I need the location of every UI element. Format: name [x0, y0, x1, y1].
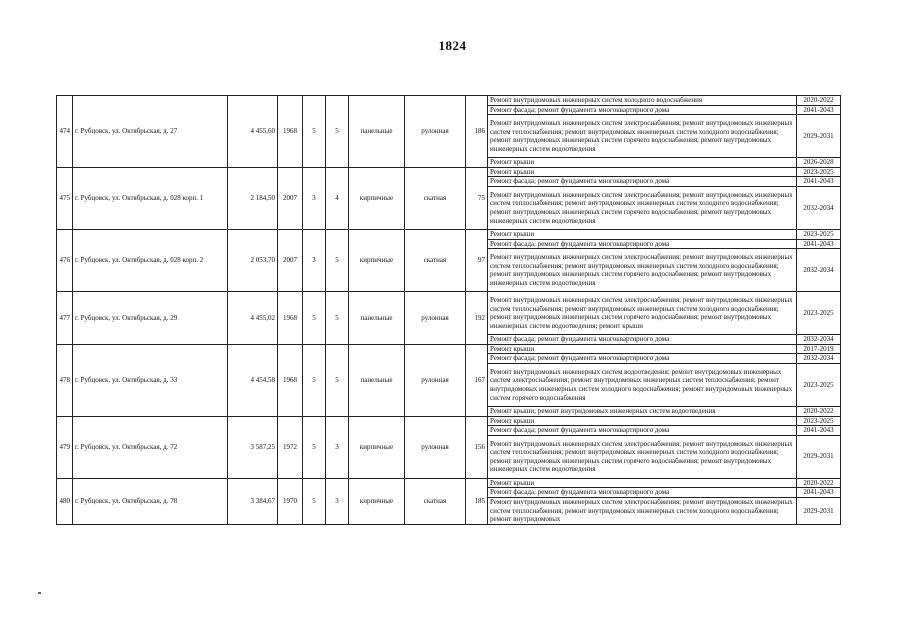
year-built-cell: 1968 [278, 96, 303, 168]
work-period-cell: 2023-2025 [797, 416, 841, 426]
roof-type-cell: рулонная [405, 416, 466, 478]
row-number: 476 [57, 229, 73, 291]
work-description-cell: Ремонт фасада; ремонт фундамента многоквартирного дома [488, 488, 797, 498]
floors-cell: 3 [303, 167, 326, 229]
work-description-cell: Ремонт внутридомовых инженерных систем электроснабжения; ремонт внутридомовых инженерных систем теплоснабжения; ремонт внутридомовых инженерных систем холодного водоснабжения; ремонт внутридомовых инженерных систем горячего водоснабжения; ремонт внутридомовых инженерных систем водоотведения [488, 186, 797, 229]
work-period-cell: 2023-2025 [797, 167, 841, 177]
area-cell: 3 587,25 [228, 416, 278, 478]
page-number: 1824 [438, 38, 467, 53]
entrances-cell: 3 [326, 416, 349, 478]
area-cell: 4 455,60 [228, 96, 278, 168]
residents-count-cell: 75 [466, 167, 488, 229]
entrances-cell: 3 [326, 478, 349, 524]
area-cell: 4 454,58 [228, 344, 278, 416]
work-period-cell: 2020-2022 [797, 96, 841, 106]
work-description-cell: Ремонт фасада; ремонт фундамента многоквартирного дома [488, 426, 797, 436]
work-period-cell: 2032-2034 [797, 354, 841, 364]
wall-material-cell: кирпичные [349, 416, 405, 478]
area-cell: 2 184,50 [228, 167, 278, 229]
work-description-cell: Ремонт крыши; ремонт внутридомовых инженерных систем водоотведения [488, 406, 797, 416]
work-period-cell: 2032-2034 [797, 249, 841, 292]
area-cell: 4 455,02 [228, 292, 278, 345]
wall-material-cell: панельные [349, 292, 405, 345]
row-number: 479 [57, 416, 73, 478]
residents-count-cell: 185 [466, 478, 488, 524]
work-description-cell: Ремонт фасада; ремонт фундамента многоквартирного дома [488, 354, 797, 364]
entrances-cell: 5 [326, 292, 349, 345]
table-body [57, 96, 841, 525]
work-period-cell: 2041-2043 [797, 105, 841, 115]
address-cell: г. Рубцовск, ул. Октябрьская, д. 33 [73, 344, 228, 416]
residents-count-cell: 186 [466, 96, 488, 168]
roof-type-cell: рулонная [405, 292, 466, 345]
year-built-cell: 2007 [278, 229, 303, 291]
address-cell: г. Рубцовск, ул. Октябрьская, д. 27 [73, 96, 228, 168]
work-period-cell: 2020-2022 [797, 406, 841, 416]
area-cell: 3 384,67 [228, 478, 278, 524]
year-built-cell: 1968 [278, 344, 303, 416]
entrances-cell: 5 [326, 229, 349, 291]
table-row [57, 167, 841, 177]
area-cell: 2 053,70 [228, 229, 278, 291]
work-description-cell: Ремонт крыши [488, 478, 797, 488]
wall-material-cell: кирпичные [349, 167, 405, 229]
work-description-cell: Ремонт крыши [488, 344, 797, 354]
table-row [57, 478, 841, 488]
residents-count-cell: 97 [466, 229, 488, 291]
work-description-cell: Ремонт фасада; ремонт фундамента многоквартирного дома [488, 335, 797, 345]
address-cell: г. Рубцовск, ул. Октябрьская, д. 028 корп. 2 [73, 229, 228, 291]
work-description-cell: Ремонт внутридомовых инженерных систем электроснабжения; ремонт внутридомовых инженерных систем теплоснабжения; ремонт внутридомовых инженерных систем холодного водоснабжения; ремонт внутридомовых инженерных систем горячего водоснабжения; ремонт внутридомовых инженерных систем водоотведения [488, 249, 797, 292]
floors-cell: 5 [303, 344, 326, 416]
floors-cell: 3 [303, 229, 326, 291]
address-cell: г. Рубцовск, ул. Октябрьская, д. 29 [73, 292, 228, 345]
floors-cell: 5 [303, 292, 326, 345]
wall-material-cell: кирпичные [349, 229, 405, 291]
floors-cell: 5 [303, 478, 326, 524]
address-cell: г. Рубцовск, ул. Октябрьская, д. 78 [73, 478, 228, 524]
table-row [57, 344, 841, 354]
row-number: 474 [57, 96, 73, 168]
work-description-cell: Ремонт внутридомовых инженерных систем электроснабжения; ремонт внутридомовых инженерных систем теплоснабжения; ремонт внутридомовых инженерных систем холодного водоснабжения; ремонт внутридомовых инженерных систем горячего водоснабжения; ремонт внутридомовых инженерных систем водоотведения; ремонт крыши [488, 292, 797, 335]
work-period-cell: 2029-2031 [797, 435, 841, 478]
work-description-cell: Ремонт фасада; ремонт фундамента многоквартирного дома [488, 177, 797, 187]
work-period-cell: 2041-2043 [797, 426, 841, 436]
year-built-cell: 2007 [278, 167, 303, 229]
floors-cell: 5 [303, 416, 326, 478]
entrances-cell: 5 [326, 96, 349, 168]
roof-type-cell: рулонная [405, 96, 466, 168]
repair-schedule-table [56, 95, 841, 525]
row-number: 475 [57, 167, 73, 229]
wall-material-cell: панельные [349, 344, 405, 416]
work-description-cell: Ремонт внутридомовых инженерных систем электроснабжения; ремонт внутридомовых инженерных систем теплоснабжения; ремонт внутридомовых инженерных систем холодного водоснабжения; ремонт внутридомовых инженерных систем горячего водоснабжения; ремонт внутридомовых инженерных систем водоотведения [488, 435, 797, 478]
year-built-cell: 1968 [278, 292, 303, 345]
work-description-cell: Ремонт внутридомовых инженерных систем электроснабжения; ремонт внутридомовых инженерных систем теплоснабжения; ремонт внутридомовых инженерных систем холодного водоснабжения; ремонт внутридомовых инженерных систем горячего водоснабжения; ремонт внутридомовых инженерных систем водоотведения [488, 115, 797, 158]
work-description-cell: Ремонт крыши [488, 416, 797, 426]
table-row [57, 229, 841, 239]
table-row [57, 96, 841, 106]
entrances-cell: 4 [326, 167, 349, 229]
work-period-cell: 2023-2025 [797, 229, 841, 239]
work-description-cell: Ремонт внутридомовых инженерных систем водоотведения; ремонт внутридомовых инженерных систем электроснабжения; ремонт внутридомовых инженерных систем теплоснабжения; ремонт внутридомовых инженерных систем холодного водоснабжения; ремонт внутридомовых инженерных систем горячего водоснабжения [488, 363, 797, 406]
work-period-cell: 2041-2043 [797, 488, 841, 498]
work-period-cell: 2020-2022 [797, 478, 841, 488]
work-description-cell: Ремонт фасада; ремонт фундамента многоквартирного дома [488, 239, 797, 249]
roof-type-cell: рулонная [405, 344, 466, 416]
table-row [57, 292, 841, 335]
work-description-cell: Ремонт внутридомовых инженерных систем холодного водоснабжения [488, 96, 797, 106]
work-period-cell: 2032-2034 [797, 186, 841, 229]
table-row [57, 416, 841, 426]
address-cell: г. Рубцовск, ул. Октябрьская, д. 72 [73, 416, 228, 478]
residents-count-cell: 156 [466, 416, 488, 478]
work-description-cell: Ремонт крыши [488, 167, 797, 177]
work-period-cell: 2032-2034 [797, 335, 841, 345]
floors-cell: 5 [303, 96, 326, 168]
year-built-cell: 1972 [278, 416, 303, 478]
row-number: 477 [57, 292, 73, 345]
work-period-cell: 2026-2028 [797, 158, 841, 168]
row-number: 478 [57, 344, 73, 416]
row-number: 480 [57, 478, 73, 524]
address-cell: г. Рубцовск, ул. Октябрьская, д. 028 корп. 1 [73, 167, 228, 229]
residents-count-cell: 167 [466, 344, 488, 416]
residents-count-cell: 192 [466, 292, 488, 345]
work-description-cell: Ремонт внутридомовых инженерных систем электроснабжения; ремонт внутридомовых инженерных систем теплоснабжения; ремонт внутридомовых инженерных систем холодного водоснабжения; ремонт внутридомовых [488, 497, 797, 524]
work-period-cell: 2023-2025 [797, 363, 841, 406]
work-period-cell: 2029-2031 [797, 497, 841, 524]
work-description-cell: Ремонт крыши [488, 158, 797, 168]
work-period-cell: 2017-2019 [797, 344, 841, 354]
work-period-cell: 2041-2043 [797, 177, 841, 187]
work-period-cell: 2023-2025 [797, 292, 841, 335]
work-period-cell: 2041-2043 [797, 239, 841, 249]
year-built-cell: 1970 [278, 478, 303, 524]
entrances-cell: 5 [326, 344, 349, 416]
work-description-cell: Ремонт крыши [488, 229, 797, 239]
work-description-cell: Ремонт фасада; ремонт фундамента многоквартирного дома [488, 105, 797, 115]
wall-material-cell: кирпичные [349, 478, 405, 524]
work-period-cell: 2029-2031 [797, 115, 841, 158]
wall-material-cell: панельные [349, 96, 405, 168]
roof-type-cell: скатная [405, 478, 466, 524]
roof-type-cell: скатная [405, 229, 466, 291]
roof-type-cell: скатная [405, 167, 466, 229]
scan-mark [38, 592, 41, 594]
